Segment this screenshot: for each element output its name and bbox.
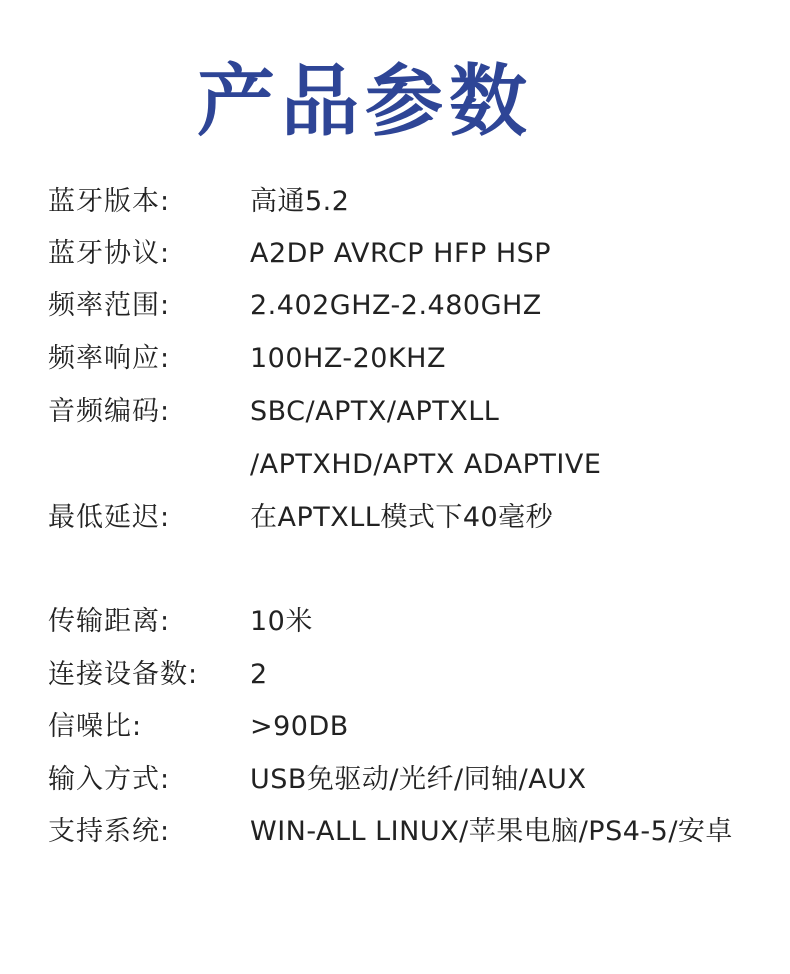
spec-row-audio-codec bbox=[0, 392, 790, 432]
page-title: 产品参数 bbox=[196, 57, 533, 147]
spec-value: 2.402GHZ-2.480GHZ bbox=[250, 290, 542, 321]
spec-value: 10米 bbox=[250, 606, 313, 637]
spec-label: 最低延迟: bbox=[48, 502, 171, 533]
spec-row-bluetooth-protocol bbox=[0, 234, 790, 274]
spec-value: SBC/APTX/APTXLL bbox=[250, 396, 500, 427]
spec-row-bluetooth-version bbox=[0, 182, 790, 222]
spec-value: USB免驱动/光纤/同轴/AUX bbox=[250, 764, 587, 795]
spec-row-frequency-range bbox=[0, 286, 790, 326]
spec-row-min-latency bbox=[0, 498, 790, 538]
spec-row-supported-systems bbox=[0, 812, 790, 852]
spec-value: A2DP AVRCP HFP HSP bbox=[250, 238, 552, 269]
spec-row-audio-codec-continued bbox=[0, 445, 790, 485]
spec-value: /APTXHD/APTX ADAPTIVE bbox=[250, 449, 602, 480]
spec-label: 频率范围: bbox=[48, 290, 171, 321]
spec-value: 在APTXLL模式下40毫秒 bbox=[250, 502, 554, 533]
spec-label: 蓝牙协议: bbox=[48, 238, 171, 269]
spec-label: 支持系统: bbox=[48, 816, 171, 847]
spec-label: 输入方式: bbox=[48, 764, 171, 795]
spec-value: 100HZ-20KHZ bbox=[250, 343, 446, 374]
spec-label: 信噪比: bbox=[48, 711, 143, 742]
spec-label: 音频编码: bbox=[48, 396, 171, 427]
spec-row-frequency-response bbox=[0, 339, 790, 379]
spec-label: 频率响应: bbox=[48, 343, 171, 374]
spec-row-connected-devices bbox=[0, 655, 790, 695]
spec-label: 蓝牙版本: bbox=[48, 186, 171, 217]
spec-row-snr bbox=[0, 707, 790, 747]
spec-value: 高通5.2 bbox=[250, 186, 350, 217]
spec-value: 2 bbox=[250, 659, 268, 690]
spec-label: 传输距离: bbox=[48, 606, 171, 637]
spec-row-transmission-distance bbox=[0, 602, 790, 642]
spec-label: 连接设备数: bbox=[48, 659, 199, 690]
spec-value: >90DB bbox=[250, 711, 349, 742]
spec-value: WIN-ALL LINUX/苹果电脑/PS4-5/安卓 bbox=[250, 816, 733, 847]
spec-row-input-method bbox=[0, 760, 790, 800]
